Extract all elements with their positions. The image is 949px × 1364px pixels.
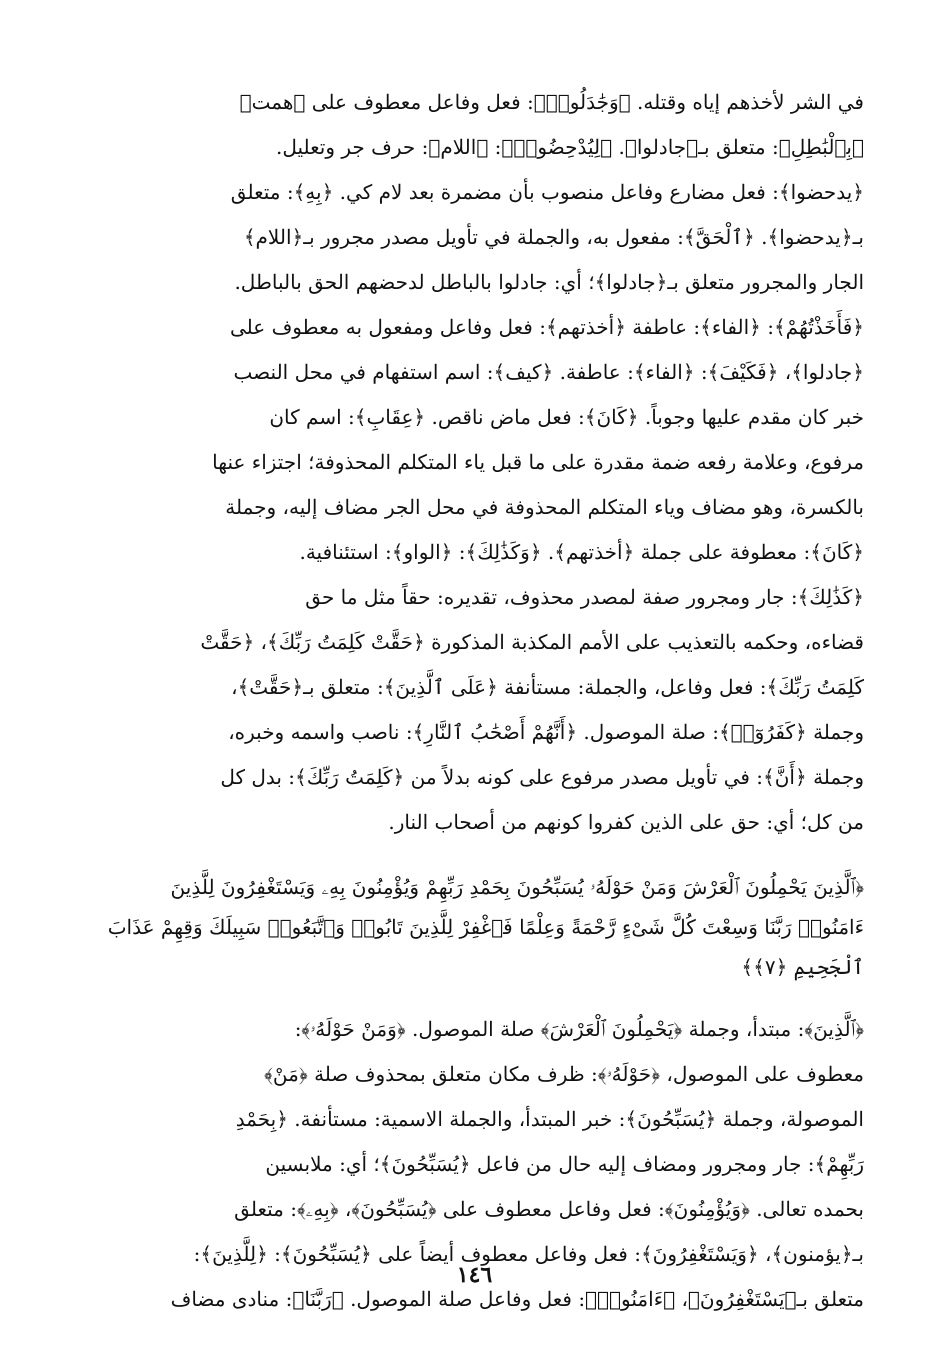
text-line: الموصولة، وجملة ﴿يُسَبِّحُونَ﴾: خبر المبتدأ، والجملة الاسمية: مستأنفة. ﴿بِحَمْدِ — [235, 1107, 864, 1131]
text-line: قضاءه، وحكمه بالتعذيب على الأمم المكذبة المذكورة ﴿حَقَّتْ كَلِمَتُ رَبِّكَ﴾، ﴿حَقَّتْ — [200, 630, 864, 654]
text-line: بـ﴿يدحضوا﴾. ﴿ٱلْحَقَّ﴾: مفعول به، والجملة في تأويل مصدر مجرور بـ﴿اللام﴾ — [243, 225, 864, 249]
text-line: ﴿بِٱلْبَٰطِلِ﴾: متعلق بـ﴿جادلوا﴾. ﴿لِيُدْحِضُوا۟﴾: ﴿اللام﴾: حرف جر وتعليل. — [275, 135, 864, 159]
text-line: في الشر لأخذهم إياه وقتله. ﴿وَجَٰدَلُوا۟﴾: فعل وفاعل معطوف على ﴿همت﴾ — [239, 90, 864, 114]
text-line: خبر كان مقدم عليها وجوباً. ﴿كَانَ﴾: فعل ماض ناقص. ﴿عِقَابِ﴾: اسم كان — [269, 405, 864, 429]
text-line: وجملة ﴿كَفَرُوٓا۟﴾: صلة الموصول. ﴿أَنَّهُمْ أَصْحَٰبُ ٱلنَّارِ﴾: ناصب واسمه وخبره، — [228, 720, 864, 744]
text-line: ﴿كَانَ﴾: معطوفة على جملة ﴿أخذتهم﴾. ﴿وَكَذَٰلِكَ﴾: ﴿الواو﴾: استئنافية. — [299, 540, 864, 564]
text-line: مرفوع، وعلامة رفعه ضمة مقدرة على ما قبل ياء المتكلم المحذوفة؛ اجتزاء عنها — [212, 450, 864, 474]
page-number: ١٤٦ — [456, 1262, 493, 1288]
text-line: رَبِّهِمْ﴾: جار ومجرور ومضاف إليه حال من فاعل ﴿يُسَبِّحُونَ﴾؛ أي: ملابسين — [265, 1152, 864, 1176]
text-line: معطوف على الموصول، ﴿حَوْلَهُۥ﴾: ظرف مكان متعلق بمحذوف صلة ﴿مَنْ﴾ — [264, 1062, 864, 1086]
text-line: متعلق بـ﴿يَسْتَغْفِرُونَ﴾، ﴿ءَامَنُوا۟﴾: فعل وفاعل صلة الموصول. ﴿رَبَّنَا﴾: منادى مضاف — [170, 1287, 864, 1311]
verse-line: ٱلْجَحِيمِ ﴿٧﴾﴾ — [741, 955, 864, 979]
text-line: ﴿فَأَخَذْتُهُمْ﴾: ﴿الفاء﴾: عاطفة ﴿أخذتهم﴾: فعل وفاعل ومفعول به معطوف على — [229, 315, 864, 339]
text-line: من كل؛ أي: حق على الذين كفروا كونهم من أصحاب النار. — [388, 810, 864, 834]
text-line: بحمده تعالى. ﴿وَيُؤْمِنُونَ﴾: فعل وفاعل معطوف على ﴿يُسَبِّحُونَ﴾، ﴿بِهِۦ﴾: متعلق — [234, 1197, 864, 1221]
text-line: وجملة ﴿أَنَّ﴾: في تأويل مصدر مرفوع على كونه بدلاً من ﴿كَلِمَتُ رَبِّكَ﴾: بدل كل — [220, 765, 864, 789]
verse-line: ءَامَنُوا۟ رَبَّنَا وَسِعْتَ كُلَّ شَىْءٍ رَّحْمَةً وَعِلْمًا فَٱغْفِرْ لِلَّذِينَ تَابُوا۟ وَٱتَّبَعُوا۟ سَبِيلَكَ وَقِهِمْ عَذَابَ — [107, 915, 864, 939]
text-line: بالكسرة، وهو مضاف وياء المتكلم المحذوفة في محل الجر مضاف إليه، وجملة — [225, 495, 864, 519]
verse-line: ﴿ٱلَّذِينَ يَحْمِلُونَ ٱلْعَرْشَ وَمَنْ حَوْلَهُۥ يُسَبِّحُونَ بِحَمْدِ رَبِّهِمْ وَيُؤْمِنُونَ بِهِۦ وَيَسْتَغْفِرُونَ لِلَّذِينَ — [170, 875, 864, 899]
text-line: الجار والمجرور متعلق بـ﴿جادلوا﴾؛ أي: جادلوا بالباطل لدحضهم الحق بالباطل. — [234, 270, 864, 294]
text-line: ﴿كَذَٰلِكَ﴾: جار ومجرور صفة لمصدر محذوف، تقديره: حقاً مثل ما حق — [305, 585, 864, 609]
commentary-section-1 — [0, 80, 949, 845]
text-line: كَلِمَتُ رَبِّكَ﴾: فعل وفاعل، والجملة: مستأنفة ﴿عَلَى ٱلَّذِينَ﴾: متعلق بـ﴿حَقَّتْ﴾، — [231, 675, 864, 699]
text-line: بـ﴿يؤمنون﴾، ﴿وَيَسْتَغْفِرُونَ﴾: فعل وفاعل معطوف أيضاً على ﴿يُسَبِّحُونَ﴾: ﴿لِلَّذِينَ﴾: — [193, 1242, 864, 1266]
text-line: ﴿يدحضوا﴾: فعل مضارع وفاعل منصوب بأن مضمرة بعد لام كي. ﴿بِهِ﴾: متعلق — [230, 180, 864, 204]
text-line: ﴿ٱلَّذِينَ﴾: مبتدأ، وجملة ﴿يَحْمِلُونَ ٱلْعَرْشَ﴾ صلة الموصول. ﴿وَمَنْ حَوْلَهُۥ﴾: — [294, 1017, 864, 1041]
quran-verse — [0, 867, 949, 987]
page-body — [0, 80, 949, 1322]
text-line: ﴿جادلوا﴾، ﴿فَكَيْفَ﴾: ﴿الفاء﴾: عاطفة. ﴿كيف﴾: اسم استفهام في محل النصب — [233, 360, 864, 384]
